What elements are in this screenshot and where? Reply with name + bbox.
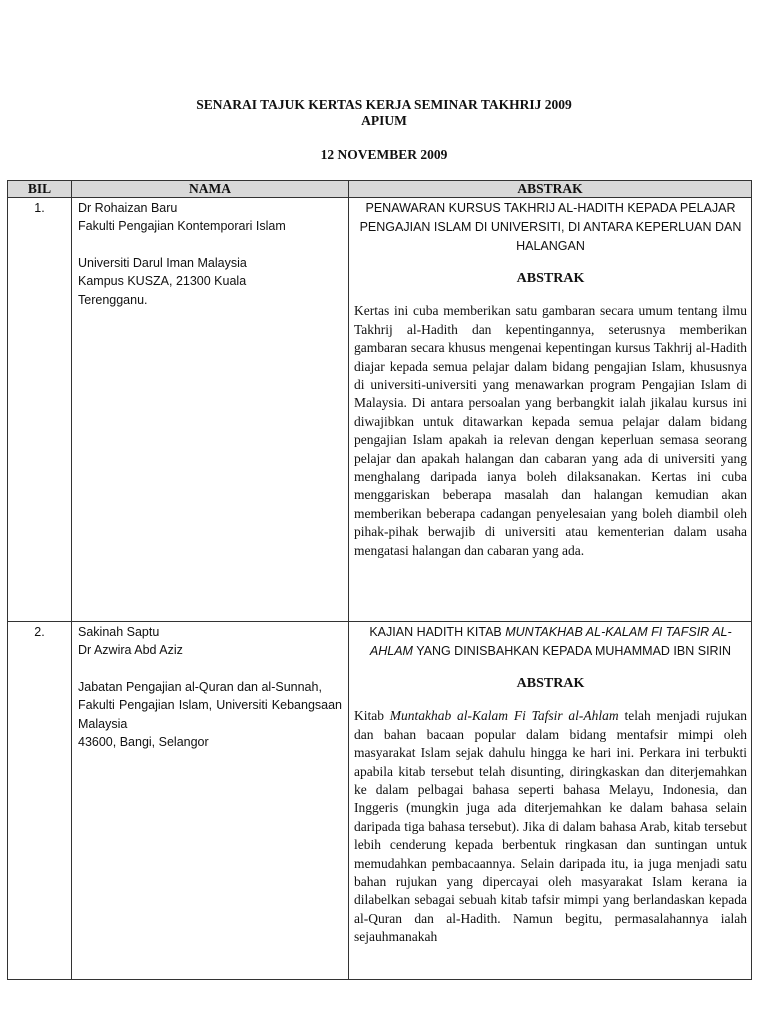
abstract-heading: ABSTRAK xyxy=(516,271,585,286)
seminar-paper-table xyxy=(7,180,752,980)
document-date: 12 NOVEMBER 2009 xyxy=(320,147,448,162)
row-number: 2. xyxy=(8,622,72,980)
abstract-text-italic: Muntakhab al-Kalam Fi Tafsir al-Ahlam xyxy=(389,708,619,724)
author-department: Jabatan Pengajian al-Quran dan al-Sunnah, xyxy=(78,679,322,694)
row-number: 1. xyxy=(8,198,72,622)
abstract-cell xyxy=(349,198,752,622)
author-name: Dr Rohaizan Baru xyxy=(78,201,178,215)
paper-title: PENAWARAN KURSUS TAKHRIJ AL-HADITH KEPADA PELAJAR PENGAJIAN ISLAM DI UNIVERSITI, DI ANTARA KEPERLUAN DAN HALANGAN xyxy=(359,201,742,253)
table-header-row xyxy=(8,181,752,198)
author-cell xyxy=(72,622,349,980)
abstract-text: Kertas ini cuba memberikan satu gambaran secara umum tentang ilmu Takhrij al-Hadith dan kepentingannya, seterusnya memberikan gambaran secara khusus mengenai kepentingan kursus Takhrij al-Hadith diajar kepada semua pelajar dalam bidang pengajian Islam, khususnya di universiti-universiti yang menawarkan program Pengajian Islam di Malaysia. Di antara persoalan yang berbangkit ialah jikalau kursus ini diwajibkan untuk ditawarkan kepada semua pelajar dalam bidang pengajian Islam apakah ia relevan dengan keperluan semasa seorang pelajar dan apakah halangan dan cabaran yang ada di universiti yang menghalang daripada ianya boleh dilaksanakan. Kertas ini cuba menggariskan beberapa masalah dan halangan kemudian akan memberikan beberapa cadangan penyelesaian yang boleh diambil oleh pihak-pihak berwajib di universiti atau kementerian dalam usaha mengatasi halangan dan cabaran yang ada. xyxy=(354,303,747,558)
spacer xyxy=(78,660,342,678)
spacer xyxy=(78,236,342,254)
abstract-cell xyxy=(349,622,752,980)
column-header-abstrak: ABSTRAK xyxy=(349,181,752,198)
column-header-bil: BIL xyxy=(8,181,72,198)
paper-title-part: KAJIAN HADITH KITAB xyxy=(369,625,506,639)
document-title: SENARAI TAJUK KERTAS KERJA SEMINAR TAKHRIJ 2009 xyxy=(196,97,572,112)
paper-title-italic: MUNTAKHAB AL-KALAM FI TAFSIR AL-AHLAM xyxy=(369,625,732,658)
author-university: Universiti Darul Iman Malaysia xyxy=(78,255,247,270)
author-address-line1: Kampus KUSZA, 21300 Kuala xyxy=(78,274,247,289)
author-name: Sakinah Saptu xyxy=(78,625,160,639)
table-row xyxy=(8,622,752,980)
author-faculty: Fakulti Pengajian Kontemporari Islam xyxy=(78,219,286,234)
paper-title xyxy=(354,623,747,661)
author-name: Dr Azwira Abd Aziz xyxy=(78,643,183,658)
abstract-text xyxy=(354,707,747,946)
abstract-text-part: telah menjadi rujukan dan bahan bacaan popular dalam bidang mentafsir mimpi oleh masyarakat Islam sejak dahulu hingga ke hari ini. Perkara ini terbukti apabila kitab tersebut telah disunting, diringkaskan dan diterjemahkan ke dalam pelbagai bahasa seperti bahasa Melayu, Indonesia, dan Inggeris (mungkin juga ada diterjemahkan ke dalam bahasa selain daripada tiga bahasa tersebut). Jika di dalam bahasa Arab, kitab tersebut lebih cenderung kepada berbentuk ringkasan dan suntingan untuk memudahkan pembacaannya. Selain daripada itu, ia juga menjadi satu bahan rujukan yang dipercayai oleh masyarakat Islam kerana ia dilabelkan sebagai sebuah kitab tafsir mimpi yang berlandaskan kepada al-Quran dan al-Hadith. Namun begitu, permasalahannya ialah sejauhmanakah xyxy=(354,708,747,945)
table-row xyxy=(8,198,752,622)
author-faculty: Fakulti Pengajian Islam, Universiti Kebangsaan Malaysia xyxy=(78,698,342,731)
author-cell xyxy=(72,198,349,622)
paper-title-part: YANG DINISBAHKAN KEPADA MUHAMMAD IBN SIRIN xyxy=(412,644,732,658)
column-header-nama: NAMA xyxy=(72,181,349,198)
author-address-line2: Terengganu. xyxy=(78,292,148,307)
document-subtitle: APIUM xyxy=(361,113,407,128)
author-address: 43600, Bangi, Selangor xyxy=(78,735,209,750)
abstract-text-part: Kitab xyxy=(354,708,390,724)
abstract-heading: ABSTRAK xyxy=(516,676,585,691)
